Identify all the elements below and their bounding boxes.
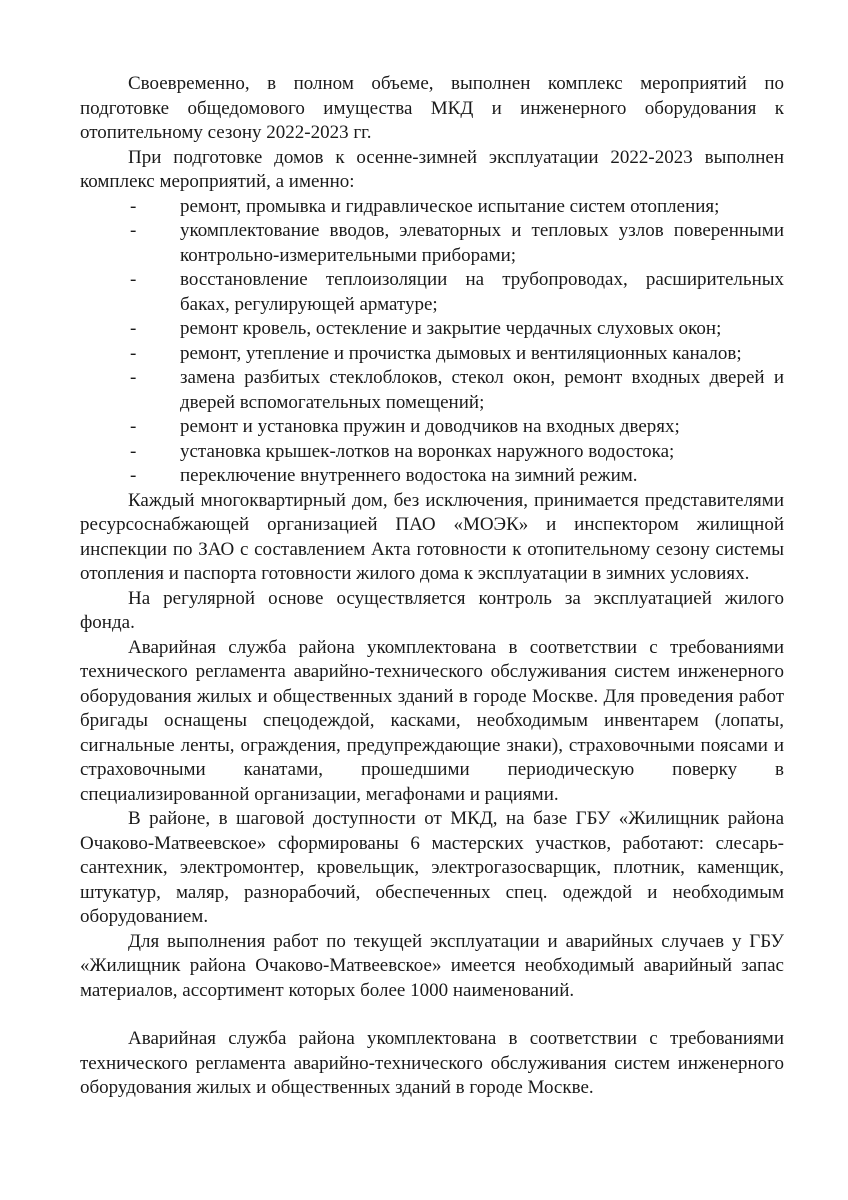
list-item	[80, 317, 784, 342]
list-item-text: ремонт кровель, остекление и закрытие чердачных слуховых окон;	[180, 318, 722, 339]
paragraph-emergency-stock: Для выполнения работ по текущей эксплуатации и аварийных случаев у ГБУ «Жилищник района Очаково-Матвеевское» имеется необходимый аварийный запас материалов, ассортимент которых более 1000 наименований.	[80, 930, 784, 1001]
paragraph-control: На регулярной основе осуществляется контроль за эксплуатацией жилого фонда.	[80, 587, 784, 633]
list-item	[80, 464, 784, 489]
paragraph-emergency-service: Аварийная служба района укомплектована в соответствии с требованиями технического регламента аварийно-технического обслуживания систем инженерного оборудования жилых и общественных зданий в городе Москве. Для проведения работ бригады оснащены спецодеждой, касками, необходимым инвентарем (лопаты, сигнальные ленты, ограждения, предупреждающие знаки), страховочными поясами и страховочными канатами, прошедшими периодическую поверку в специализированной организации, мегафонами и рациями.	[80, 636, 784, 805]
paragraph-measures-intro: При подготовке домов к осенне-зимней эксплуатации 2022-2023 выполнен комплекс мероприятий, а именно:	[80, 146, 784, 192]
list-item	[80, 440, 784, 465]
paragraph-acceptance: Каждый многоквартирный дом, без исключения, принимается представителями ресурсоснабжающей организацией ПАО «МОЭК» и инспектором жилищной инспекции по ЗАО с составлением Акта готовности к отопительному сезону системы отопления и паспорта готовности жилого дома к эксплуатации в зимних условиях.	[80, 489, 784, 584]
bullet-marker: -	[130, 367, 137, 388]
bullet-marker: -	[130, 342, 137, 364]
paragraph-heating-preparation: Своевременно, в полном объеме, выполнен комплекс мероприятий по подготовке общедомового имущества МКД и инженерного оборудования к отопительному сезону 2022-2023 гг.	[80, 73, 784, 143]
bullet-marker: -	[130, 440, 137, 462]
bullet-marker: -	[130, 220, 137, 241]
list-item	[80, 342, 784, 367]
bullet-marker: -	[130, 195, 137, 217]
list-item-text: переключение внутреннего водостока на зимний режим.	[180, 465, 638, 486]
list-item	[80, 366, 784, 415]
measures-list	[80, 195, 784, 489]
list-item-text: замена разбитых стеклоблоков, стекол окон, ремонт входных дверей и дверей вспомогательных помещений;	[180, 367, 784, 413]
list-item-text: восстановление теплоизоляции на трубопроводах, расширительных баках, регулирующей арматуре;	[180, 269, 784, 315]
paragraph-spacer	[80, 1003, 784, 1027]
bullet-marker: -	[130, 269, 137, 290]
bullet-marker: -	[130, 416, 137, 437]
list-item-text: установка крышек-лотков на воронках наружного водостока;	[180, 440, 675, 462]
list-item-text: ремонт, промывка и гидравлическое испытание систем отопления;	[180, 195, 720, 217]
document-body	[80, 72, 784, 1101]
paragraph-emergency-service-repeat: Аварийная служба района укомплектована в соответствии с требованиями технического регламента аварийно-технического обслуживания систем инженерного оборудования жилых и общественных зданий в городе Москве.	[80, 1028, 784, 1098]
list-item	[80, 195, 784, 220]
list-item	[80, 219, 784, 268]
paragraph-workshops: В районе, в шаговой доступности от МКД, на базе ГБУ «Жилищник района Очаково-Матвеевское» сформированы 6 мастерских участков, работают: слесарь-сантехник, электромонтер, кровельщик, электрогазосварщик, плотник, каменщик, штукатур, маляр, разнорабочий, обеспеченных спец. одеждой и необходимым оборудованием.	[80, 808, 784, 927]
bullet-marker: -	[130, 318, 137, 339]
list-item-text: ремонт, утепление и прочистка дымовых и вентиляционных каналов;	[180, 342, 742, 364]
list-item-text: укомплектование вводов, элеваторных и тепловых узлов поверенными контрольно-измерительными приборами;	[180, 220, 784, 266]
list-item	[80, 268, 784, 317]
list-item-text: ремонт и установка пружин и доводчиков на входных дверях;	[180, 416, 680, 437]
list-item	[80, 415, 784, 440]
bullet-marker: -	[130, 465, 137, 486]
